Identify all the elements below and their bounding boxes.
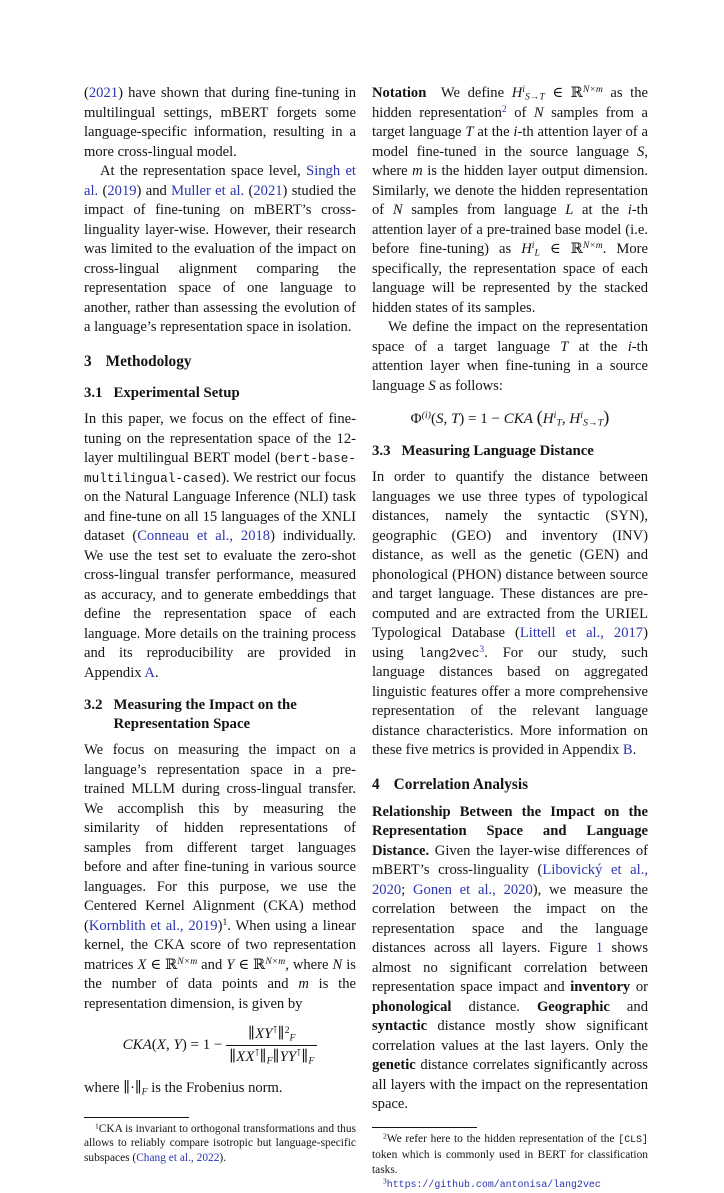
text-run: (i) [421, 410, 431, 422]
text-run: distance mostly show significant correlation values at the last layers. Only the [372, 1018, 648, 1054]
text-run: H [521, 241, 532, 257]
text-run: as the hidden representation [372, 85, 648, 121]
paragraph [84, 741, 356, 1014]
text-run: ) using [372, 625, 648, 661]
numerator [226, 1025, 317, 1045]
paragraph [372, 318, 648, 396]
fraction [226, 1025, 317, 1066]
heading-number: 3 [84, 352, 92, 370]
text-run: ∈ ℝ [539, 241, 583, 257]
paragraph [84, 84, 356, 162]
text-run: . [154, 664, 159, 681]
right-column [372, 84, 649, 1191]
text-run: i [553, 410, 557, 422]
text-run: ) studied the impact of fine-tuning on mBERT’s cross-linguality layer-wise. However, their research was limited to the evaluation of the impact on cross-lingual alignment comparing the representation space of one language to another, rather than assessing the evolution of a language’s representation space in isolation. [84, 182, 356, 335]
text-run: ) individually. We use the test set to evaluate the zero-shot cross-lingual transfer performance, measured as accuracy, and to generate embeddings that define the representation space of each language. More details on the training process and its reproducibility are provided in Appendix [84, 528, 357, 681]
text-run: of [506, 104, 534, 121]
text-run: . When using a linear kernel, the CKA score of two representation matrices [84, 917, 356, 973]
footnote [372, 1132, 648, 1177]
paragraph [84, 1079, 356, 1099]
section-heading [372, 776, 648, 794]
text-run: S [637, 143, 645, 160]
left-column [84, 84, 357, 1165]
text-run: We define [426, 85, 512, 101]
text-run: N [533, 104, 544, 121]
text-run: F [308, 1055, 315, 1067]
text-run: -th attention layer of a model fine-tuned in the source language [372, 124, 648, 160]
text-run: , [443, 411, 451, 427]
citation-link[interactable]: Conneau et al., 2018 [137, 528, 271, 544]
text-run: at the [473, 124, 514, 140]
paragraph [372, 84, 648, 318]
text-run: i [627, 202, 632, 218]
text-run: at the [568, 338, 628, 355]
text-run: H [542, 411, 554, 427]
text-run: ∈ ℝ [544, 85, 583, 101]
text-run: S [435, 411, 444, 427]
citation-link[interactable]: 2019 [107, 182, 137, 199]
footnote-rule [372, 1127, 477, 1128]
text-run: ∥ [248, 1026, 255, 1042]
text-run: ), we measure the correlation between the impact on the representation space and the language distances across all layers. Figure [372, 881, 649, 957]
text-run: ⊺ [272, 1025, 278, 1037]
text-run: distance. [451, 998, 537, 1015]
text-run: ∥ [259, 1049, 267, 1065]
text-run: ( [536, 407, 543, 427]
paragraph [84, 162, 356, 338]
text-run: L [534, 247, 540, 259]
heading-number: 3.1 [84, 384, 103, 401]
url-link[interactable]: https://github.com/antonisa/lang2vec [386, 1179, 601, 1191]
text-run: i [522, 84, 525, 96]
denominator [226, 1045, 317, 1066]
text-run: Relationship Between the Impact on the Representation Space and Language Distance. [372, 803, 648, 859]
text-run: i [580, 410, 583, 422]
text-run: ). [219, 1152, 227, 1165]
text-run: . For our study, such language distances based on aggregated linguistic features offer a more comprehensive representation of the relevant language distance characteristics. More information on these five metrics is provided in Appendix [372, 644, 648, 759]
text-run: and [609, 998, 648, 1015]
text-run: At the representation space level, [100, 163, 307, 179]
text-run: m [298, 976, 309, 992]
equation [372, 407, 648, 429]
text-run: ) [217, 917, 223, 934]
text-run: ∈ ℝ [234, 956, 266, 973]
footnote-marker-link[interactable]: 3 [479, 644, 485, 656]
text-run: Given the layer-wise differences of mBERT’s cross-linguality ( [372, 842, 648, 879]
text-run: N [332, 956, 343, 973]
text-run: F [289, 1032, 296, 1044]
text-run: S→T [582, 417, 604, 429]
text-run: i [531, 240, 535, 252]
text-run: Y [264, 1026, 273, 1042]
figure-link[interactable]: 1 [595, 940, 603, 957]
subsection-heading [84, 384, 356, 403]
text-run: ( [244, 182, 254, 199]
appendix-link[interactable]: B [622, 742, 633, 759]
heading-number: 3.2 [84, 697, 103, 713]
text-run: i [513, 124, 518, 140]
text-run: In order to quantify the distance between languages we use three types of typological distances, namely the syntactic (SYN), geographic (GEO) and inventory (INV) distance, as well as the genetic (GEN) and phonological (PHON) distance between source and target language. These distances are pre-computed and are extracted from the URIEL Typological Database ( [372, 469, 648, 642]
text-run: F [141, 1086, 148, 1098]
text-run: We define the impact on the representation space of a target language [372, 319, 648, 355]
heading-number: 4 [372, 775, 380, 793]
text-run: is the Frobenius norm. [147, 1080, 283, 1096]
text-run: samples from a target language [372, 104, 648, 140]
text-run: L [565, 202, 574, 218]
text-run: ( [430, 411, 436, 427]
text-run: . [632, 742, 637, 759]
text-run: distance correlates significantly across all layers with the impact on the representation space. [372, 1057, 648, 1113]
heading-title: Methodology [105, 352, 192, 370]
text-run: syntactic [372, 1018, 428, 1035]
section-heading [84, 353, 356, 371]
paragraph [84, 410, 356, 683]
text-run: ). We restrict our focus on the Natural Language Inference (NLI) task and fine-tune on all 15 languages of the XNLI dataset ( [84, 469, 356, 544]
paragraph [372, 468, 648, 761]
text-run: or [630, 979, 648, 996]
text-run: ) and [136, 182, 172, 199]
text-run: X [236, 1049, 246, 1065]
text-run: phonological [372, 998, 452, 1015]
heading-title: Measuring Language Distance [401, 442, 594, 459]
heading-number: 3.3 [372, 442, 391, 459]
text-run: N×m [582, 240, 603, 252]
text-run: at the [573, 202, 628, 218]
text-run: , where [285, 956, 333, 973]
appendix-link[interactable]: A [144, 664, 155, 681]
text-run: N×m [265, 955, 286, 967]
footnote [372, 1177, 648, 1193]
text-run: T [450, 411, 460, 427]
text-run: samples from language [402, 202, 566, 218]
citation-link[interactable]: Libovický et al., 2020 [372, 862, 648, 898]
text-run: Y [226, 956, 235, 973]
text-run: F [266, 1055, 273, 1067]
text-run: CKA [503, 411, 533, 427]
text-run: token which is commonly used in BERT for classification tasks. [372, 1148, 648, 1176]
text-run: S→T [524, 91, 545, 103]
text-run: bert-base-multilingual-cased [84, 451, 356, 486]
text-run: ) = 1 − [459, 411, 504, 427]
text-run: N×m [582, 84, 603, 96]
footnote-marker: 1 [95, 1120, 99, 1130]
text-run: and [197, 956, 227, 973]
footnote-marker: 2 [383, 1131, 387, 1141]
text-run: H [569, 411, 581, 427]
text-run: is the hidden layer output dimension. Similarly, we denote the hidden representation of [372, 163, 648, 218]
footnote-rule [84, 1117, 189, 1118]
text-run: ( [151, 1036, 157, 1053]
text-run: ; [401, 881, 414, 898]
text-run: Φ [410, 411, 422, 427]
citation-link[interactable]: Littell et al., 2017 [519, 625, 644, 642]
text-run: , where [372, 143, 648, 179]
text-run: lang2vec [418, 645, 480, 661]
text-run: X [245, 1049, 255, 1065]
text-run: CKA is invariant to orthogonal transformations and thus allows to reliably compare isotropic but language-specific subspaces ( [84, 1122, 356, 1165]
text-run: N×m [177, 955, 198, 967]
text-run: T [465, 124, 474, 140]
text-run: is the number of data points and [84, 956, 356, 992]
text-run: ⊺ [296, 1048, 302, 1060]
footnote [84, 1122, 356, 1166]
heading-title: Measuring the Impact on the Representation Space [113, 697, 297, 732]
text-run: where ∥·∥ [84, 1080, 142, 1096]
text-run: ∥ [301, 1049, 309, 1065]
text-run: X [137, 956, 147, 973]
citation-link[interactable]: Singh et al. [84, 163, 356, 199]
text-run: 2 [284, 1025, 290, 1037]
text-run: . More specifically, the representation space of each language will be represented by the stacked hidden states of its samples. [372, 241, 648, 316]
text-run: CKA [122, 1036, 152, 1053]
footnote-marker-link[interactable]: 2 [501, 103, 507, 115]
citation-link[interactable]: 2021 [88, 85, 119, 101]
text-run: We refer here to the hidden representation of the [386, 1132, 619, 1145]
text-run: Geographic [536, 998, 610, 1015]
heading-title: Experimental Setup [113, 384, 240, 401]
text-run: Y [287, 1049, 297, 1065]
text-run: ( [84, 85, 89, 101]
text-run: ) = 1 − [181, 1036, 227, 1053]
text-run: i [627, 338, 632, 355]
paragraph [372, 803, 648, 1115]
text-run: Y [279, 1049, 288, 1065]
text-run: -th attention layer when fine-tuning in a source language [372, 338, 648, 394]
text-run: T [556, 417, 562, 429]
text-run: ) [603, 407, 610, 427]
citation-link[interactable]: Gonen et al., 2020 [413, 881, 533, 898]
text-run: N [392, 202, 403, 218]
subsection-heading [84, 696, 356, 733]
text-run: ∥ [277, 1026, 285, 1042]
subsection-heading [372, 442, 648, 461]
text-run: ∈ ℝ [146, 956, 178, 973]
text-run: genetic [372, 1057, 416, 1074]
text-run: ∥ [229, 1049, 237, 1065]
text-run: ∥ [272, 1049, 280, 1065]
text-run: , [561, 411, 570, 427]
text-run: We focus on measuring the impact on a language’s representation space in a pre-trained MLLM during cross-lingual transfer. We accomplish this by measuring the similarity of hidden representations of samples from different target languages before and after fine-tuning in various source languages. For this purpose, we use the Centered Kernel Alignment (CKA) method ( [84, 742, 356, 934]
citation-link[interactable]: Chang et al., 2022 [136, 1152, 220, 1165]
citation-link[interactable]: 2021 [253, 182, 283, 199]
heading-title: Correlation Analysis [393, 775, 529, 793]
equation [84, 1025, 356, 1066]
text-run: H [511, 85, 523, 101]
text-run: -th attention layer of a pre-trained base model (i.e. before fine-tuning) as [372, 202, 649, 257]
citation-link[interactable]: Muller et al. [171, 182, 245, 199]
text-run: X [156, 1036, 166, 1053]
text-run: ) have shown that during fine-tuning in multilingual settings, mBERT forgets some language-specific information, resulting in a more cross-lingual model. [84, 85, 356, 160]
text-run: In this paper, we focus on the effect of fine-tuning on the representation space of the 12-layer multilingual BERT model ( [84, 411, 356, 466]
text-run: Y [173, 1036, 182, 1053]
text-run: as follows: [435, 377, 503, 394]
text-run: X [254, 1026, 265, 1042]
text-run: ⊺ [254, 1048, 260, 1060]
text-run: [CLS] [618, 1133, 648, 1145]
text-run: m [412, 163, 423, 179]
footnote-marker: 3 [383, 1176, 387, 1186]
text-run: inventory [570, 979, 631, 996]
footnote-marker: 1 [222, 916, 228, 928]
text-run: Notation [372, 85, 427, 101]
text-run: T [560, 338, 569, 355]
text-run: S [428, 377, 436, 394]
text-run: shows almost no significant correlation between representation space impact and [372, 940, 649, 996]
text-run: , [165, 1036, 174, 1053]
text-run: is the representation dimension, is given by [84, 976, 356, 1012]
citation-link[interactable]: Kornblith et al., 2019 [88, 917, 218, 934]
text-run: ( [98, 182, 108, 199]
